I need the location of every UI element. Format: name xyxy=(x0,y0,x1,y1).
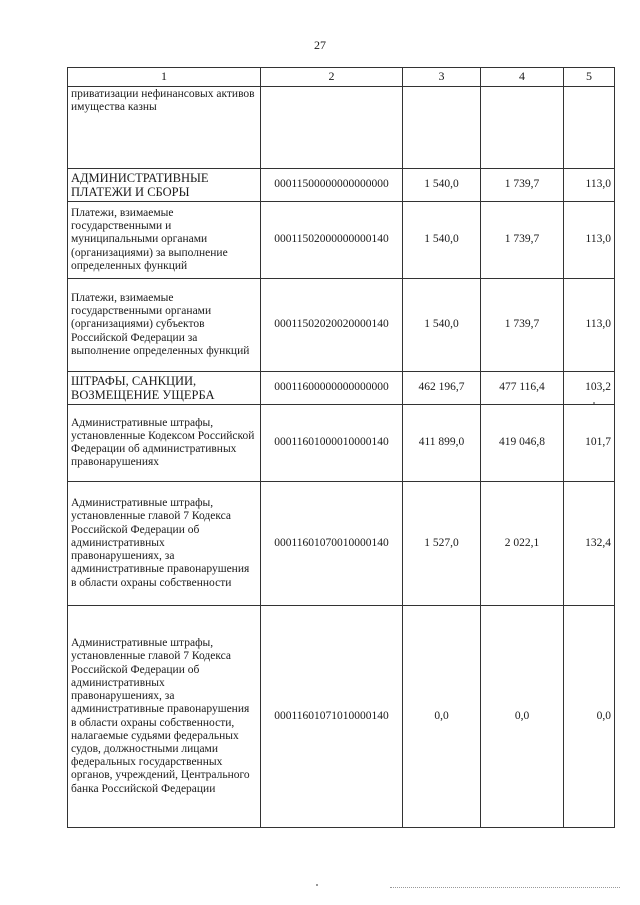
row-code: 00011502020020000140 xyxy=(261,279,403,372)
row-value-col3: 1 540,0 xyxy=(403,169,481,202)
column-header-5: 5 xyxy=(564,68,615,87)
row-percent: 113,0 xyxy=(564,202,615,279)
row-percent: 0,0 xyxy=(564,606,615,828)
scan-speck xyxy=(593,402,595,404)
column-header-2: 2 xyxy=(261,68,403,87)
row-percent: 113,0 xyxy=(564,169,615,202)
page-number: 27 xyxy=(314,38,326,52)
table-row xyxy=(68,169,615,202)
row-value-col4: 477 116,4 xyxy=(481,372,564,405)
row-code: 00011601000010000140 xyxy=(261,405,403,482)
row-code: 00011600000000000000 xyxy=(261,372,403,405)
table-row xyxy=(68,372,615,405)
table-row xyxy=(68,405,615,482)
row-name: Платежи, взимаемые государственными органами (организациями) субъектов Российской Федерации за выполнение определенных функций xyxy=(68,279,261,372)
row-value-col4: 2 022,1 xyxy=(481,482,564,606)
table-row xyxy=(68,482,615,606)
row-code: 00011500000000000000 xyxy=(261,169,403,202)
row-value-col4: 1 739,7 xyxy=(481,279,564,372)
row-value-col4: 0,0 xyxy=(481,606,564,828)
row-value-col3: 1 540,0 xyxy=(403,279,481,372)
table-row xyxy=(68,202,615,279)
column-header-4: 4 xyxy=(481,68,564,87)
row-name: ШТРАФЫ, САНКЦИИ, ВОЗМЕЩЕНИЕ УЩЕРБА xyxy=(68,372,261,405)
table-row xyxy=(68,87,615,169)
column-header-1: 1 xyxy=(68,68,261,87)
row-value-col4: 1 739,7 xyxy=(481,169,564,202)
scan-speck xyxy=(316,884,318,886)
row-value-col3: 411 899,0 xyxy=(403,405,481,482)
row-name: Административные штрафы, установленные главой 7 Кодекса Российской Федерации об административных правонарушениях, за административные правонарушения в области охраны собственности, налагаемые судьями федеральных судов, должностными лицами федеральных государственных органов, учреждений, Центрального банка Российской Федерации xyxy=(68,606,261,828)
row-code: 00011601071010000140 xyxy=(261,606,403,828)
row-code xyxy=(261,87,403,169)
row-name: приватизации нефинансовых активов имущества казны xyxy=(68,87,261,169)
scan-artifact-line xyxy=(390,887,620,888)
row-value-col4: 419 046,8 xyxy=(481,405,564,482)
table-header-row xyxy=(68,68,615,87)
row-name: Административные штрафы, установленные главой 7 Кодекса Российской Федерации об административных правонарушениях, за административные правонарушения в области охраны собственности xyxy=(68,482,261,606)
row-code: 00011601070010000140 xyxy=(261,482,403,606)
row-value-col3: 1 527,0 xyxy=(403,482,481,606)
revenue-table xyxy=(67,67,615,828)
row-percent: 132,4 xyxy=(564,482,615,606)
row-percent: 103,2 xyxy=(564,372,615,405)
row-name: АДМИНИСТРАТИВНЫЕ ПЛАТЕЖИ И СБОРЫ xyxy=(68,169,261,202)
table-row xyxy=(68,279,615,372)
row-value-col4: 1 739,7 xyxy=(481,202,564,279)
row-value-col3: 462 196,7 xyxy=(403,372,481,405)
row-value-col3: 0,0 xyxy=(403,606,481,828)
row-code: 00011502000000000140 xyxy=(261,202,403,279)
table-row xyxy=(68,606,615,828)
row-percent: 113,0 xyxy=(564,279,615,372)
row-value-col3: 1 540,0 xyxy=(403,202,481,279)
row-name: Платежи, взимаемые государственными и муниципальными органами (организациями) за выполнение определенных функций xyxy=(68,202,261,279)
row-name: Административные штрафы, установленные Кодексом Российской Федерации об административных правонарушениях xyxy=(68,405,261,482)
column-header-3: 3 xyxy=(403,68,481,87)
row-value-col3 xyxy=(403,87,481,169)
row-value-col4 xyxy=(481,87,564,169)
row-percent: 101,7 xyxy=(564,405,615,482)
row-percent xyxy=(564,87,615,169)
